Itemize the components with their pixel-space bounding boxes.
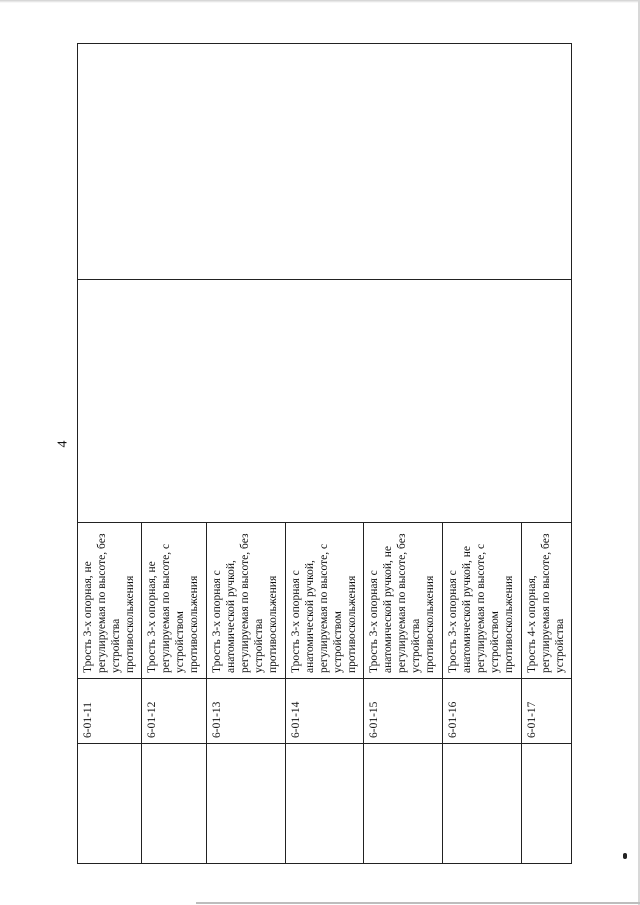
empty-cell	[285, 744, 364, 864]
empty-cell	[206, 744, 285, 864]
description-cell: Трость 3-х опорная с анатомической ручкой, не регулируемая по высоте, с устройством противоскольжения	[443, 523, 522, 679]
empty-cell	[364, 744, 443, 864]
page-number: 4	[55, 440, 71, 448]
code-cell: 6-01-11	[78, 679, 142, 744]
empty-cell	[78, 280, 572, 523]
rotated-table-container	[77, 44, 572, 864]
empty-cell	[78, 744, 142, 864]
description-cell: Трость 3-х опорная, не регулируемая по высоте, без устройства противоскольжения	[78, 523, 142, 679]
code-cell: 6-01-13	[206, 679, 285, 744]
code-cell: 6-01-14	[285, 679, 364, 744]
code-cell: 6-01-16	[443, 679, 522, 744]
code-cell: 6-01-17	[521, 679, 571, 744]
description-cell: Трость 3-х опорная с анатомической ручкой, не регулируемая по высоте, без устройства противоскольжения	[364, 523, 443, 679]
scan-line-bottom	[196, 902, 640, 904]
code-cell: 6-01-15	[364, 679, 443, 744]
empty-cell	[142, 744, 206, 864]
table-row	[78, 44, 142, 864]
code-cell: 6-01-12	[142, 679, 206, 744]
product-table	[77, 43, 572, 864]
description-cell: Трость 3-х опорная с анатомической ручкой, регулируемая по высоте, с устройством противоскольжения	[285, 523, 364, 679]
empty-cell	[521, 744, 571, 864]
description-cell: Трость 3-х опорная, не регулируемая по высоте, с устройством противоскольжения	[142, 523, 206, 679]
empty-cell	[443, 744, 522, 864]
empty-cell	[78, 44, 572, 280]
scan-edge-top	[0, 0, 640, 3]
description-cell: Трость 3-х опорная с анатомической ручкой, регулируемая по высоте, без устройства противоскольжения	[206, 523, 285, 679]
description-cell: Трость 4-х опорная, регулируемая по высоте, без устройства	[521, 523, 571, 679]
scan-mark	[623, 853, 627, 859]
